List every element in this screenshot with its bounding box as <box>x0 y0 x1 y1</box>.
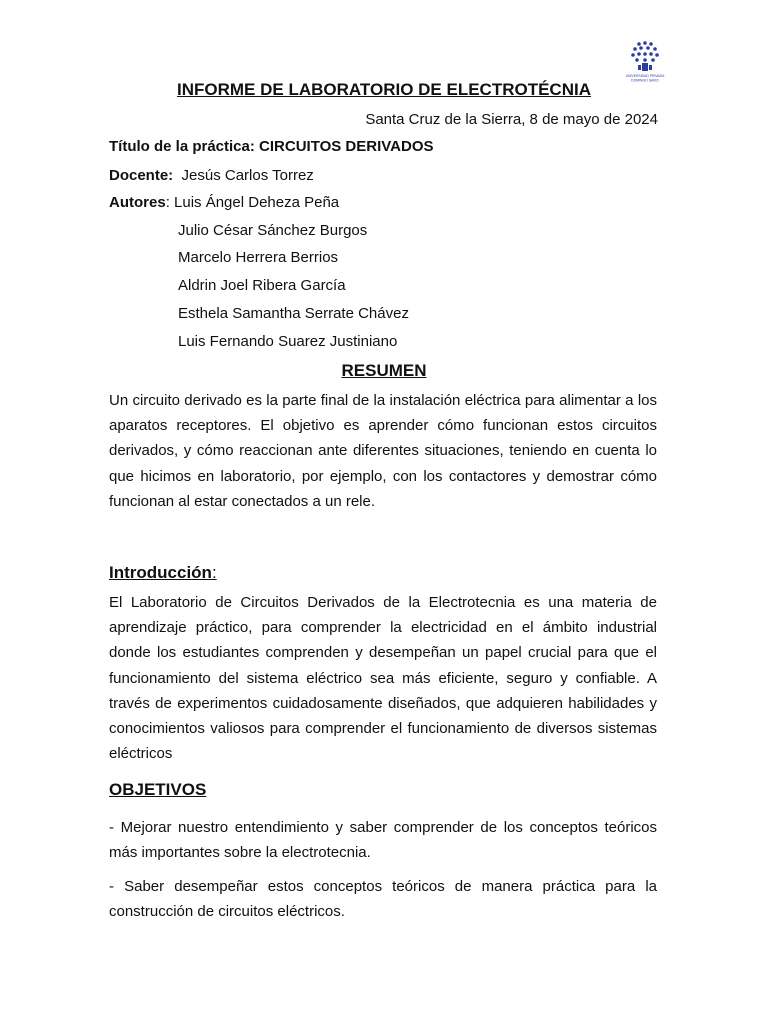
logo-text-line1: UNIVERSIDAD PRIVADA <box>625 74 665 78</box>
practice-value: : CIRCUITOS DERIVADOS <box>249 138 434 155</box>
logo-text-line2: DOMINGO SAVIO <box>631 78 659 83</box>
resumen-heading: RESUMEN <box>341 361 427 380</box>
authors-label: Autores <box>109 194 166 211</box>
author-item: Aldrin Joel Ribera García <box>178 277 346 294</box>
teacher-label: Docente: <box>109 167 174 184</box>
author-item: Marcelo Herrera Berrios <box>178 249 339 266</box>
author-item: Luis Fernando Suarez Justiniano <box>178 333 398 350</box>
practice-title-line <box>109 138 434 155</box>
practice-label: Título de la práctica <box>109 138 250 155</box>
author-first: : Luis Ángel Deheza Peña <box>165 194 340 211</box>
introduccion-colon: : <box>211 563 217 582</box>
introduccion-heading: Introducción <box>109 563 212 582</box>
objetivo-item: - Mejorar nuestro entendimiento y saber comprender de los conceptos teóricos más importantes sobre la electrotecnia. <box>109 819 657 862</box>
introduccion-heading-line <box>109 563 217 583</box>
document-title: INFORME DE LABORATORIO DE ELECTROTÉCNIA <box>177 80 591 99</box>
teacher-value: Jesús Carlos Torrez <box>173 167 314 184</box>
introduccion-text: El Laboratorio de Circuitos Derivados de la Electrotecnia es una materia de aprendizaje práctico, para comprender la electricidad en el ámbito industrial donde los estudiantes comprenden y desempeñan un papel crucial para que el funcionamiento del sistema eléctrico sea más eficiente, seguro y confiable. A través de experimentos cuidadosamente diseñados, que adquieren habilidades y conocimientos valiosos para comprender el funcionamiento de diversos sistemas eléctricos <box>109 594 657 763</box>
teacher-line <box>109 167 314 184</box>
objetivos-heading: OBJETIVOS <box>109 780 207 799</box>
author-item: Julio César Sánchez Burgos <box>178 222 368 239</box>
authors-line <box>109 194 339 211</box>
resumen-text: Un circuito derivado es la parte final de la instalación eléctrica para alimentar a los aparatos receptores. El objetivo es aprender cómo funcionan estos circuitos derivados, y cómo reaccionan ante diferentes situaciones, teniendo en cuenta lo que hicimos en laboratorio, por ejemplo, con los contactores y demostrar cómo funcionan al estar conectados a un rele. <box>109 392 657 510</box>
objetivo-item: - Saber desempeñar estos conceptos teóricos de manera práctica para la construcción de circuitos eléctricos. <box>109 878 657 921</box>
author-item: Esthela Samantha Serrate Chávez <box>178 305 409 322</box>
document-date: Santa Cruz de la Sierra, 8 de mayo de 2024 <box>365 111 658 128</box>
